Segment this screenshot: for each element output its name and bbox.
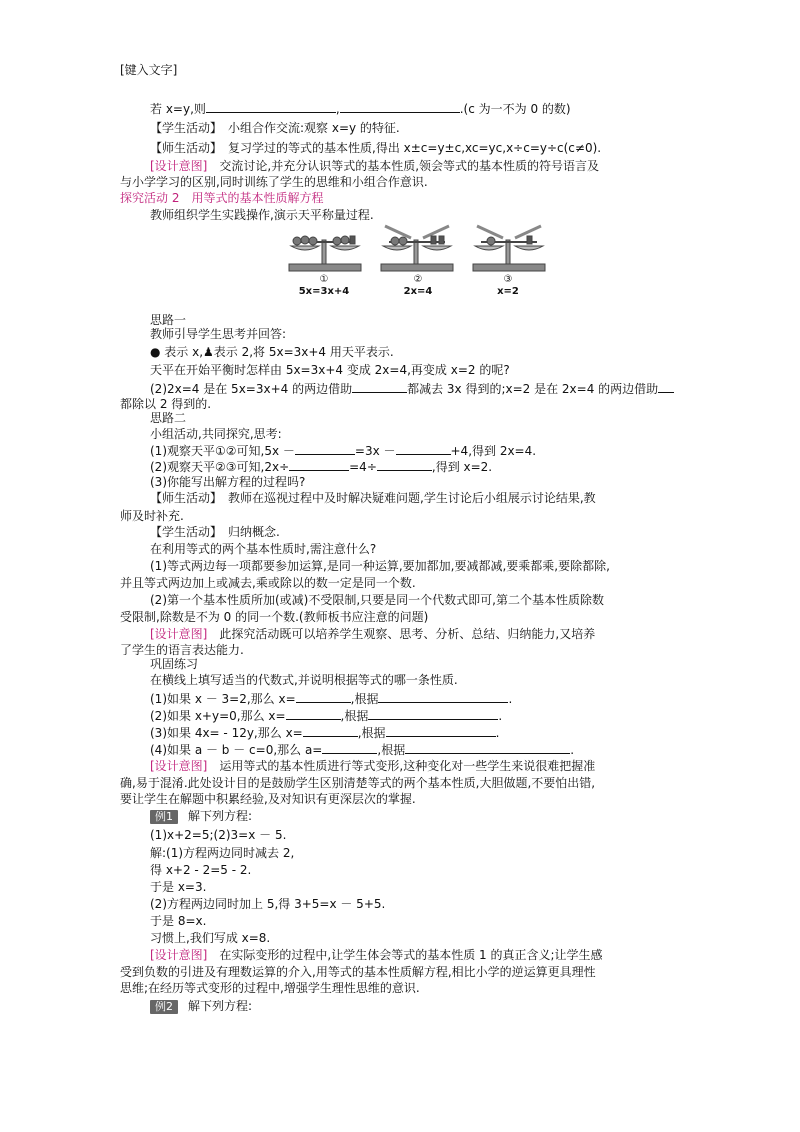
condition-line (150, 100, 571, 117)
balance-scales-image (285, 224, 550, 274)
circle-number: ② (413, 274, 423, 285)
blank[interactable] (286, 707, 341, 720)
design-intent-2-cont: 了学生的语言表达能力. (120, 643, 244, 657)
example-1-step1: 解:(1)方程两边同时减去 2, (150, 846, 295, 860)
note-1: (1)等式两边每一项都要参加运算,是同一种运算,要加都加,要减都减,要乘都乘,要除都除, (150, 559, 610, 573)
example-1-step5: 于是 8=x. (150, 914, 207, 928)
text: 交流讨论,并充分认识等式的基本性质,领会等式的基本性质的符号语言及 (219, 159, 600, 173)
idea-1-line1: ● 表示 x,♟表示 2,将 5x=3x+4 用天平表示. (150, 345, 394, 359)
teacher-activity-2: 【师生活动】 教师在巡视过程中及时解决疑难问题,学生讨论后小组展示讨论结果,教 (150, 491, 596, 505)
idea-2-q1 (150, 442, 536, 459)
balance-label-2 (383, 274, 453, 298)
text: (2)2x=4 是在 5x=3x+4 的两边借助 (150, 382, 353, 396)
teacher-activity-2-cont: 师及时补充. (120, 509, 184, 523)
blank[interactable] (322, 741, 377, 754)
example-1-question: (1)x+2=5;(2)3=x － 5. (150, 828, 287, 842)
practice-item-3 (150, 724, 499, 741)
text: +4,得到 2x=4. (450, 444, 537, 458)
practice-item-4 (150, 741, 574, 758)
practice-item-2 (150, 707, 502, 724)
blank[interactable] (396, 442, 451, 455)
circle-number: ① (319, 274, 329, 285)
note-2: (2)第一个基本性质所加(或减)不受限制,只要是同一个代数式即可,第二个基本性质除数 (150, 593, 604, 607)
blank[interactable] (296, 690, 351, 703)
design-intent-3 (150, 758, 595, 774)
idea-2-q3: (3)你能写出解方程的过程吗? (150, 475, 306, 489)
idea-1-text: 教师引导学生思考并回答: (150, 327, 287, 341)
idea-2-title: 思路二 (150, 411, 187, 425)
design-intent-4 (150, 947, 603, 963)
blank[interactable] (289, 458, 349, 471)
design-intent-3-cont2: 要让学生在解题中积累经验,及对知识有更深层次的掌握. (120, 792, 416, 806)
practice-title: 巩固练习 (150, 657, 199, 671)
note-1-cont: 并且等式两边加上或减去,乘或除以的数一定是同一个数. (120, 576, 416, 590)
idea-1-line3 (150, 380, 674, 397)
note-2-cont: 受限制,除数是不为 0 的同一个数.(教师板书应注意的问题) (120, 610, 429, 624)
design-intent-3-cont1: 确,易于混淆.此处设计目的是鼓励学生区别清楚等式的两个基本性质,大胆做题,不要怕出错, (120, 776, 596, 790)
equation: 2x=4 (403, 286, 433, 297)
design-intent-4-cont2: 思维;在经历等式变形的过程中,增强学生理性思维的意识. (120, 981, 420, 995)
activity-2-text: 教师组织学生实践操作,演示天平称量过程. (150, 208, 374, 222)
design-intent-4-cont1: 受到负数的引进及有理数运算的介入,用等式的基本性质解方程,相比小学的逆运算更具理性 (120, 965, 596, 979)
teacher-activity-1: 【师生活动】 复习学过的等式的基本性质,得出 x±c=y±c,xc=yc,x÷c=y÷c(c≠0). (150, 141, 602, 155)
blank[interactable] (378, 690, 508, 703)
idea-2-q2 (150, 458, 492, 475)
equation: 5x=3x+4 (298, 286, 350, 297)
blank[interactable] (340, 100, 460, 113)
text: (1)如果 x － 3=2,那么 x= (150, 692, 296, 706)
idea-1-title: 思路一 (150, 313, 187, 327)
text: 解下列方程: (188, 809, 253, 823)
activity-2-title: 探究活动 2 用等式的基本性质解方程 (120, 191, 324, 205)
text: =4÷ (349, 460, 377, 474)
example-1-step2: 得 x+2 - 2=5 - 2. (150, 863, 252, 877)
text: (4)如果 a － b － c=0,那么 a= (150, 743, 323, 757)
equation: x=2 (497, 286, 519, 297)
idea-2-text: 小组活动,共同探究,思考: (150, 427, 282, 441)
text: ,得到 x=2. (431, 460, 493, 474)
design-intent-1 (150, 158, 599, 174)
blank[interactable] (368, 707, 498, 720)
text: (3)如果 4x= - 12y,那么 x= (150, 726, 303, 740)
text: (2)观察天平②③可知,2x÷ (150, 460, 290, 474)
text: ,根据 (350, 692, 379, 706)
balance-figure (285, 224, 550, 300)
blank[interactable] (658, 380, 674, 393)
text: 此探究活动既可以培养学生观察、思考、分析、总结、归纳能力,又培养 (219, 627, 596, 641)
text: . (508, 692, 513, 706)
student-activity-2: 【学生活动】 归纳概念. (150, 525, 280, 539)
circle-number: ③ (503, 274, 513, 285)
design-intent-2 (150, 626, 595, 642)
text: ,根据 (377, 743, 406, 757)
text: 都减去 3x 得到的;x=2 是在 2x=4 的两边借助 (407, 382, 659, 396)
text: 在实际变形的过程中,让学生体会等式的基本性质 1 的真正含义;让学生感 (219, 948, 603, 962)
example-1-heading (150, 808, 252, 824)
example-2-badge: 例2 (150, 1000, 178, 1014)
text: ,根据 (340, 709, 369, 723)
design-tag: [设计意图] (150, 759, 208, 773)
text: 若 x=y,则 (150, 102, 206, 116)
blank[interactable] (352, 380, 407, 393)
design-tag: [设计意图] (150, 948, 208, 962)
blank[interactable] (303, 724, 358, 737)
text: .(c 为一不为 0 的数) (459, 102, 571, 116)
design-intent-1-cont: 与小学学习的区别,同时训练了学生的思维和小组合作意识. (120, 175, 428, 189)
practice-text: 在横线上填写适当的代数式,并说明根据等式的哪一条性质. (150, 673, 458, 687)
example-1-badge: 例1 (150, 810, 178, 824)
text: (2)如果 x+y=0,那么 x= (150, 709, 286, 723)
text: ,根据 (357, 726, 386, 740)
text: (1)观察天平①②可知,5x － (150, 444, 295, 458)
student-activity-1: 【学生活动】 小组合作交流:观察 x=y 的特征. (150, 121, 400, 135)
idea-1-line2: 天平在开始平衡时怎样由 5x=3x+4 变成 2x=4,再变成 x=2 的呢? (150, 363, 510, 377)
idea-1-line4: 都除以 2 得到的. (120, 397, 212, 411)
balance-label-3 (473, 274, 543, 298)
blank[interactable] (206, 100, 336, 113)
example-1-step4: (2)方程两边同时加上 5,得 3+5=x － 5+5. (150, 897, 386, 911)
design-tag: [设计意图] (150, 627, 208, 641)
text: . (495, 726, 500, 740)
balance-scale-3 (473, 226, 545, 271)
design-tag: [设计意图] (150, 159, 208, 173)
text: =3x － (354, 444, 396, 458)
practice-item-1 (150, 690, 512, 707)
student-activity-2-question: 在利用等式的两个基本性质时,需注意什么? (150, 542, 377, 556)
text: 解下列方程: (188, 999, 253, 1013)
balance-scale-2 (381, 226, 453, 271)
text: . (498, 709, 503, 723)
text: 运用等式的基本性质进行等式变形,这种变化对一些学生来说很难把握准 (219, 759, 596, 773)
page-header: [键入文字] (120, 63, 178, 77)
blank[interactable] (405, 741, 570, 754)
example-1-step3: 于是 x=3. (150, 880, 207, 894)
blank[interactable] (386, 724, 496, 737)
blank[interactable] (377, 458, 432, 471)
balance-label-1 (289, 274, 359, 298)
text: . (570, 743, 575, 757)
blank[interactable] (295, 442, 355, 455)
example-1-step6: 习惯上,我们写成 x=8. (150, 931, 271, 945)
balance-scale-1 (289, 236, 361, 271)
example-2-heading (150, 998, 252, 1014)
text: , (335, 102, 340, 116)
